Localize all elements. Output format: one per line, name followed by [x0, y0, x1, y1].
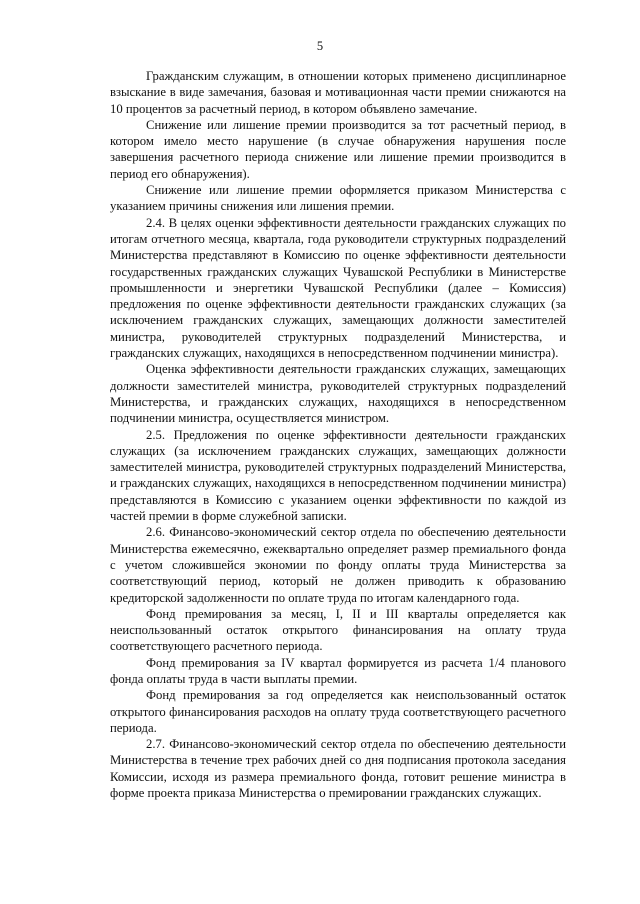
page-number: 5: [316, 39, 324, 53]
document-body: [110, 68, 566, 801]
paragraph-2-6: 2.6. Финансово-экономический сектор отдела по обеспечению деятельности Министерства ежемесячно, ежеквартально определяет размер премиального фонда с учетом сложившейся экономии по фонду оплаты труда Министерства за соответствующий период, который не должен приводить к образованию кредиторской задолженности по оплате труда по итогам календарного года.: [110, 525, 566, 605]
paragraph-reduction-period: Снижение или лишение премии производится за тот расчетный период, в котором имело место нарушение (в случае обнаружения нарушения после завершения расчетного периода снижение или лишение премии производится в период его обнаружения).: [110, 117, 566, 181]
paragraph-2-4: 2.4. В целях оценки эффективности деятельности гражданских служащих по итогам отчетного месяца, квартала, года руководители структурных подразделений Министерства представляют в Комиссию по оценке эффективности деятельности государственных гражданских служащих Чувашской Республики в Министерстве промышленности и энергетики Чувашской Республики (далее – Комиссия) предложения по оценке эффективности деятельности гражданских служащих (за исключением гражданских служащих, замещающих должности заместителей министра, руководителей структурных подразделений Министерства, и гражданских служащих, находящихся в непосредственном подчинении министра).: [110, 215, 566, 361]
paragraph-fund-quarters: Фонд премирования за месяц, I, II и III кварталы определяется как неиспользованный остаток открытого финансирования на оплату труда соответствующего расчетного периода.: [110, 606, 566, 654]
paragraph-reprimand-reduction: Гражданским служащим, в отношении которых применено дисциплинарное взыскание в виде замечания, базовая и мотивационная части премии снижаются на 10 процентов за расчетный период, в котором объявлено замечание.: [110, 69, 566, 116]
paragraph-fund-q4: Фонд премирования за IV квартал формируется из расчета 1/4 планового фонда оплаты труда в части выплаты премии.: [110, 655, 566, 686]
paragraph-fund-year: Фонд премирования за год определяется как неиспользованный остаток открытого финансирования расходов на оплату труда соответствующего расчетного периода.: [110, 688, 566, 735]
paragraph-2-7: 2.7. Финансово-экономический сектор отдела по обеспечению деятельности Министерства в течение трех рабочих дней со дня подписания протокола заседания Комиссии, исходя из размера премиального фонда, готовит решение министра в форме проекта приказа Министерства о премировании гражданских служащих.: [110, 737, 566, 801]
paragraph-2-5: 2.5. Предложения по оценке эффективности деятельности гражданских служащих (за исключением гражданских служащих, замещающих должности заместителей министра, руководителей структурных подразделений Министерства, и гражданских служащих, находящихся в непосредственном подчинении министра) представляются в Комиссию с указанием оценки эффективности по каждой из частей премии в форме служебной записки.: [110, 427, 566, 524]
paragraph-minister-assessment: Оценка эффективности деятельности гражданских служащих, замещающих должности заместителей министра, руководителей структурных подразделений Министерства, и гражданских служащих, находящихся в непосредственном подчинении министра, осуществляется министром.: [110, 362, 566, 426]
paragraph-reduction-order: Снижение или лишение премии оформляется приказом Министерства с указанием причины снижения или лишения премии.: [110, 183, 566, 214]
